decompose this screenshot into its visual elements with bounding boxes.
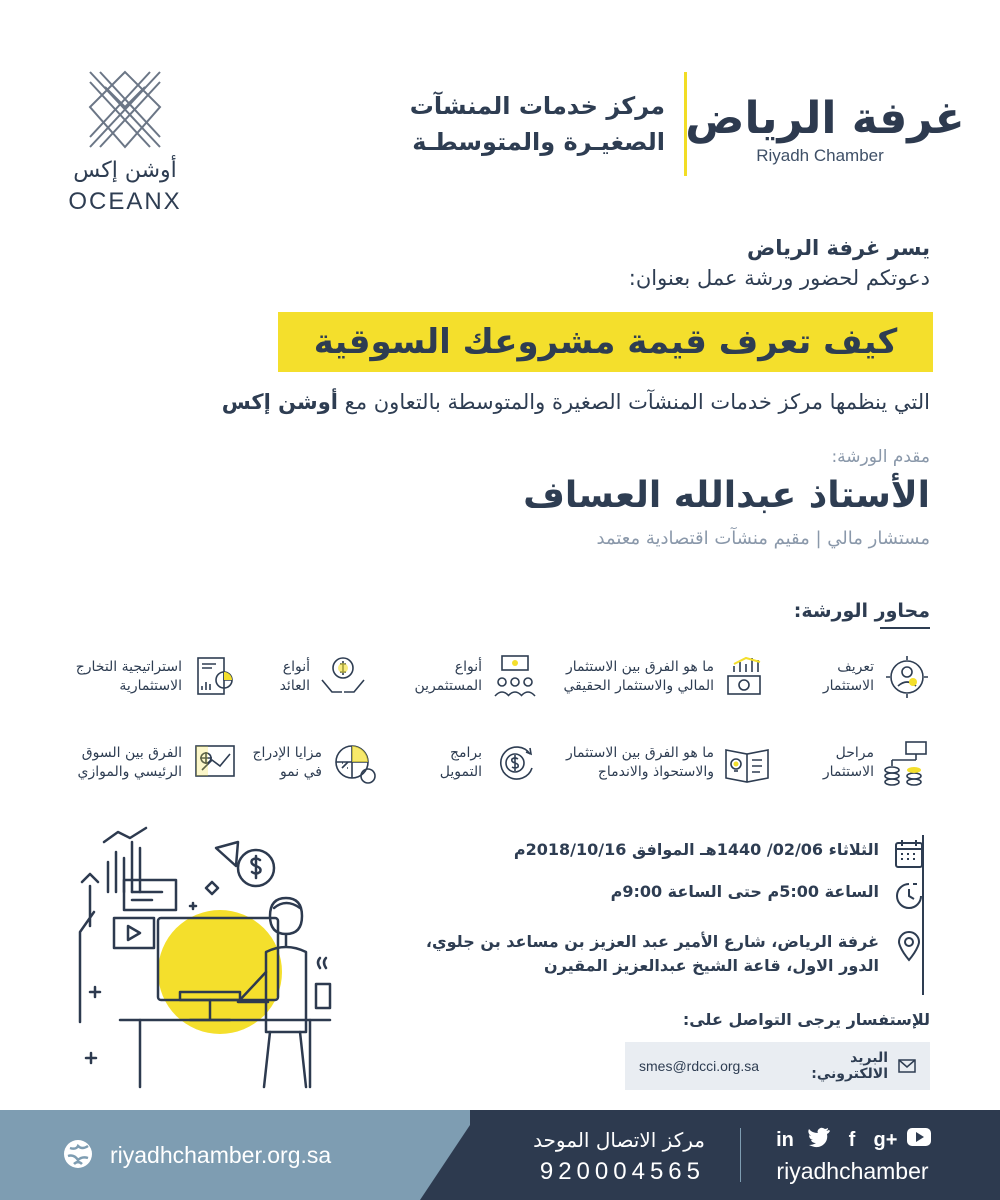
- footer-slant: [420, 1110, 480, 1200]
- office-worker-illustration: [60, 822, 360, 1092]
- topic-item: [563, 652, 772, 702]
- hands-coin-icon: [318, 652, 368, 702]
- chamber-logo-text: غرفة الرياض: [685, 93, 965, 144]
- topics-heading-underline: [880, 627, 930, 629]
- topic-item: [78, 738, 240, 788]
- organizer-prefix: التي ينظمها مركز خدمات المنشآت الصغيرة والمتوسطة بالتعاون مع: [344, 390, 930, 414]
- topic-label: ما هو الفرق بين الاستثمار المالي والاستثمار الحقيقي: [563, 659, 714, 694]
- location-pin-icon: [893, 930, 925, 962]
- topic-item: [414, 652, 540, 702]
- linkedin-icon[interactable]: in: [776, 1128, 794, 1151]
- detail-date: [514, 838, 925, 870]
- organizer-line: [222, 390, 930, 414]
- analytics-board-icon: [190, 738, 240, 788]
- topic-label: أنواع المستثمرين: [414, 659, 482, 694]
- website-link[interactable]: riyadhchamber.org.sa: [110, 1142, 332, 1168]
- email-box: [625, 1042, 930, 1090]
- topic-item: [440, 738, 540, 788]
- center-name: مركز خدمات المنشآت الصغيـرة والمتوسطـة: [409, 92, 665, 156]
- googleplus-icon[interactable]: g+: [873, 1128, 898, 1151]
- topic-item: [823, 652, 932, 702]
- calendar-icon: [893, 838, 925, 870]
- topic-label: ما هو الفرق بين الاستثمار والاستحواذ والاندماج: [566, 745, 714, 780]
- partner-arabic-name: أوشن إكس: [73, 158, 177, 183]
- report-chart-icon: [190, 652, 240, 702]
- topic-label: تعريف الاستثمار: [822, 659, 874, 694]
- footer-divider: [740, 1128, 741, 1182]
- topic-item: [252, 738, 380, 788]
- dollar-cycle-icon: [490, 738, 540, 788]
- clock-icon: [893, 880, 925, 912]
- detail-location: [426, 930, 925, 978]
- partner-english-name: OCEANX: [68, 188, 182, 215]
- presenter-label: مقدم الورشة:: [831, 447, 930, 467]
- topic-label: مراحل الاستثمار: [822, 745, 874, 780]
- email-link[interactable]: smes@rdcci.org.sa: [639, 1058, 760, 1074]
- topic-item: [566, 738, 772, 788]
- presenter-role: مستشار مالي | مقيم منشآت اقتصادية معتمد: [596, 528, 930, 549]
- event-time: الساعة 5:00م حتى الساعة 9:00م: [610, 882, 879, 901]
- topic-item: [76, 652, 240, 702]
- topic-item: [280, 652, 368, 702]
- facebook-icon[interactable]: f: [848, 1128, 856, 1151]
- intro-line-2: دعوتكم لحضور ورشة عمل بعنوان:: [628, 266, 930, 290]
- workshop-title: كيف تعرف قيمة مشروعك السوقية: [313, 322, 898, 362]
- investors-group-icon: [490, 652, 540, 702]
- hotline-label: مركز الاتصال الموحد: [533, 1128, 705, 1152]
- intro-line-1: يسر غرفة الرياض: [746, 236, 930, 260]
- topic-label: برامج التمويل: [439, 745, 482, 780]
- topic-label: أنواع العائد: [279, 659, 310, 694]
- topic-label: مزايا الإدراج في نمو: [252, 745, 322, 780]
- contact-heading: للإستفسار يرجى التواصل على:: [682, 1010, 930, 1029]
- riyadh-chamber-logo-icon: [685, 88, 965, 148]
- coin-stacks-icon: [882, 738, 932, 788]
- pie-percent-icon: [330, 738, 380, 788]
- detail-time: [611, 880, 925, 912]
- topic-label: الفرق بين السوق الرئيسي والموازي: [77, 745, 182, 780]
- social-handle[interactable]: riyadhchamber: [776, 1158, 929, 1184]
- envelope-icon: [898, 1059, 916, 1073]
- topic-label: استراتيجية التخارج الاستثمارية: [75, 659, 182, 694]
- topics-heading: محاور الورشة:: [793, 600, 930, 622]
- presenter-name: الأستاذ عبدالله العساف: [523, 475, 930, 516]
- investment-definition-icon: [882, 652, 932, 702]
- footer-right-band: [470, 1110, 1000, 1200]
- twitter-icon[interactable]: [806, 1128, 832, 1152]
- topic-item: [823, 738, 932, 788]
- book-idea-icon: [722, 738, 772, 788]
- social-icons: [772, 1128, 932, 1152]
- event-date: الثلاثاء 02/06/ 1440هـ الموافق 2018/10/16م: [513, 840, 879, 859]
- oceanx-logo-icon: [80, 62, 170, 157]
- email-label: البريد الالكتروني:: [811, 1050, 888, 1082]
- money-growth-icon: [722, 652, 772, 702]
- chamber-english-name: Riyadh Chamber: [756, 146, 884, 165]
- event-location: غرفة الرياض، شارع الأمير عبد العزيز بن مساعد بن جلوي، الدور الاول، قاعة الشيخ عبدالعزيز المقيرن: [425, 932, 879, 975]
- organizer-partner: أوشن إكس: [221, 390, 338, 414]
- hotline-number[interactable]: 920004565: [539, 1158, 705, 1185]
- globe-icon: [62, 1138, 94, 1170]
- youtube-icon[interactable]: [906, 1128, 932, 1152]
